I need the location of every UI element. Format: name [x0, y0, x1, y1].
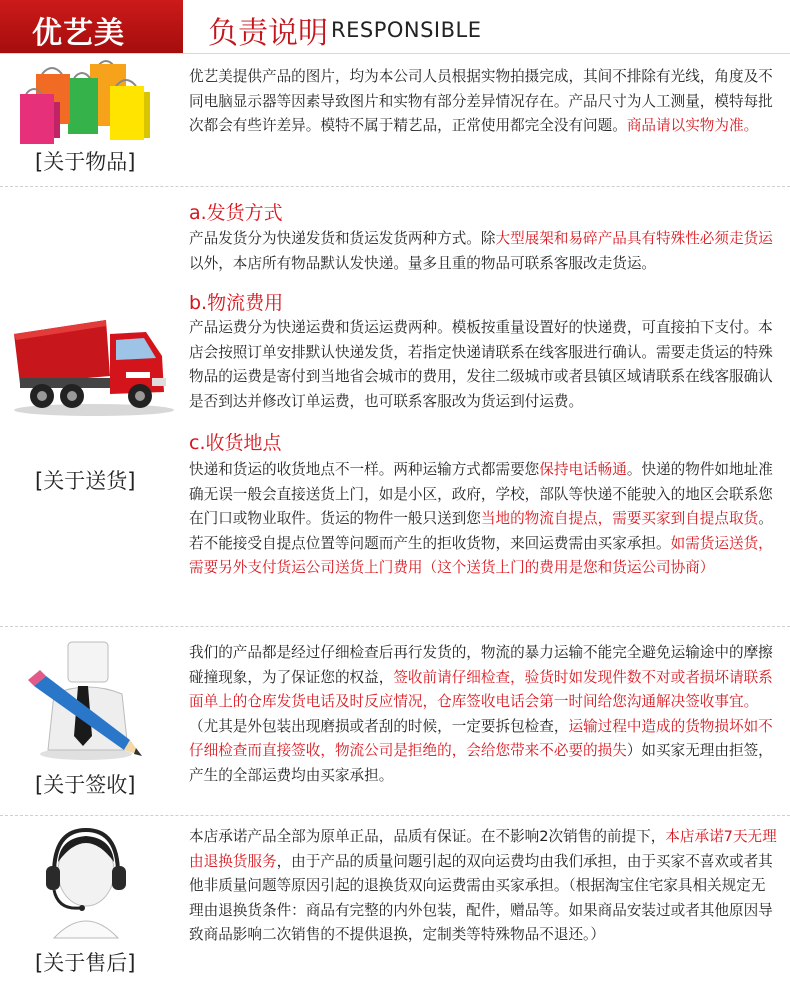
sign-highlight-2: 运输过程中造成的货物损坏如不仔细检查而直接签收，物流公司是拒绝的，会给您带来不必要的损失: [189, 717, 773, 760]
shipping-method-text: [189, 227, 779, 276]
goods-description: [189, 65, 779, 139]
shipping-text-1: 产品发货分为快递发货和货运发货两种方式。除: [189, 230, 496, 247]
section-divider: [0, 626, 790, 628]
after-sales-text-2: ，由于产品的质量问题引起的双向运费均由我们承担，由于买家不喜欢或者其他非质量问题等原因引起的退换货双向运费需由买家承担。（根据淘宝住宅家具相关规定无理由退换货条件：商品有完整的内外包装，配件，赠品等。如果商品安装过或者其他原因导致商品影响二次销售的不提供退换，定制类等特殊物品不退还。）: [189, 852, 773, 944]
red-truck-icon: [6, 312, 176, 418]
goods-highlight: 商品请以实物为准。: [626, 117, 759, 135]
sign-text-1: 我们的产品都是经过仔细检查后再行发货的，物流的暴力运输不能完全避免运输途中的摩擦碰撞现象，为了保证您的权益，: [189, 644, 773, 686]
shipping-highlight: 大型展架和易碎产品具有特殊性必须走货运: [495, 230, 773, 247]
location-text-3: 。若不能接受自提点位置等问题而产生的拒收货物，来回运费需由买家承担。: [189, 510, 773, 552]
section-divider: [0, 815, 790, 817]
delivery-location-text: [189, 458, 779, 581]
after-sales-description: [189, 825, 779, 948]
location-text-2: 。快递的物件如地址准确无误一般会直接送货上门，如是小区，政府，学校，部队等快递不能驶入的地区会联系您在门口或物业取件。货运的物件一般只送到您: [189, 461, 773, 528]
category-label-delivery: [关于送货]: [35, 469, 136, 493]
shipping-method-heading: a.发货方式: [189, 202, 283, 224]
location-text-1: 快递和货运的收货地点不一样。两种运输方式都需要您: [189, 461, 540, 478]
shopping-bags-icon: [12, 56, 160, 148]
after-sales-text-1: 本店承诺产品全部为原单正品，品质有保证。在不影响2次销售的前提下，: [189, 828, 666, 845]
sign-text-3: ）如买家无理由拒签，产生的全部运费均由买家承担。: [189, 742, 773, 784]
sign-highlight-1: 签收前请仔细检查，验货时如发现件数不对或者损坏请联系面单上的仓库发货电话及时反应情况，仓库签收电话会第一时间给您沟通解决签收事宜。: [189, 668, 773, 711]
logistics-fee-text: 产品运费分为快递运费和货运运费两种。模板按重量设置好的快递费，可直接拍下支付。本店会按照订单安排默认快递发货，若指定快递请联系在线客服进行确认。需要走货运的特殊物品的运费是寄付到当地省会城市的费用，发往二级城市或者县镇区域请联系在线客服确认是否到达并修改订单运费，也可联系客服改为货运到付运费。: [189, 319, 773, 410]
figure-with-pencil-icon: [20, 636, 150, 762]
brand-name: 优艺美: [32, 16, 125, 51]
category-label-after-sales: [关于售后]: [35, 951, 136, 975]
sign-description: [189, 641, 779, 789]
headset-agent-icon: [36, 826, 136, 944]
page-title: 负责说明: [208, 16, 328, 51]
shipping-text-2: 以外，本店所有物品默认发快递。量多且重的物品可联系客服改走货运。: [189, 254, 657, 272]
delivery-location-heading: c.收货地点: [189, 432, 282, 454]
section-divider: [0, 186, 790, 188]
goods-text: 优艺美提供产品的图片，均为本公司人员根据实物拍摄完成，其间不排除有光线，角度及不同电脑显示器等因素导致图片和实物有部分差异情况存在。产品尺寸为人工测量，模特每批次都会有些许差异。模特不属于精艺品，正常使用都完全没有问题。: [189, 68, 773, 135]
page-subtitle: RESPONSIBLE: [331, 18, 482, 42]
logistics-fee-heading: b.物流费用: [189, 292, 284, 314]
category-label-goods: [关于物品]: [35, 150, 136, 174]
after-sales-highlight: 本店承诺7天无理由退换货服务: [189, 828, 777, 870]
sign-text-2: （尤其是外包装出现磨损或者刮的时候，一定要拆包检查，: [189, 717, 569, 735]
brand-block: [0, 0, 183, 53]
location-highlight-1: 保持电话畅通: [539, 461, 627, 478]
location-highlight-2: 当地的物流自提点，需要买家到自提点取货: [480, 510, 759, 528]
category-label-sign: [关于签收]: [35, 773, 136, 797]
page-header: [0, 0, 790, 54]
location-highlight-3: 如需货运送货，需要另外支付货运公司送货上门费用（这个送货上门的费用是您和货运公司协商）: [189, 534, 773, 577]
